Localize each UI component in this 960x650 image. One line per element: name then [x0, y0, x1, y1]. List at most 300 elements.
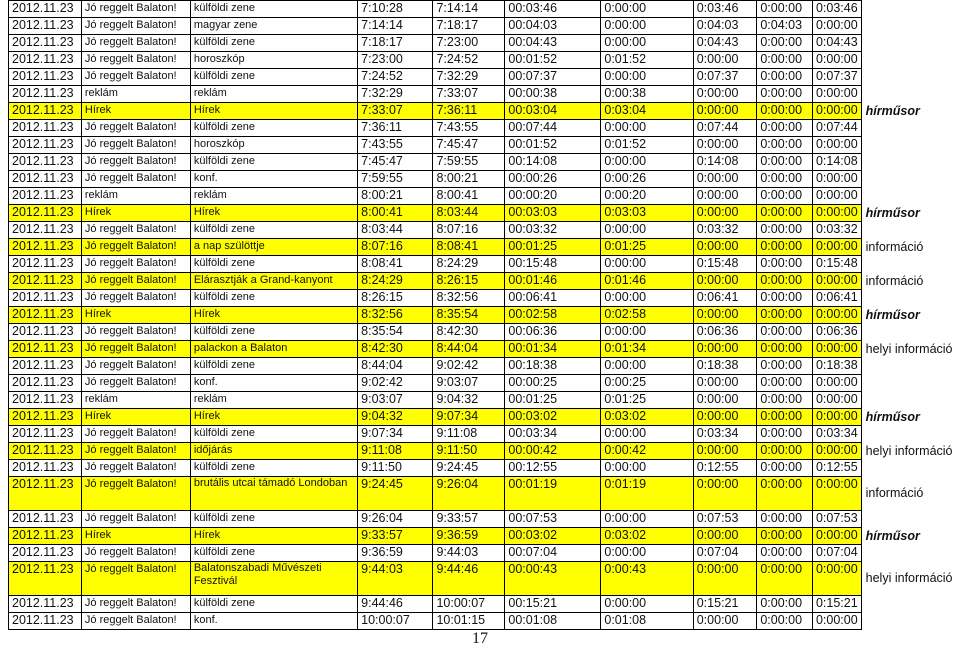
cell-genre: Balatonszabadi Művészeti Fesztivál — [190, 562, 357, 596]
cell-time-a: 0:00:00 — [601, 154, 693, 171]
cell-time-c: 0:00:00 — [757, 103, 813, 120]
table-row — [9, 324, 960, 341]
cell-time-a: 0:00:38 — [601, 86, 693, 103]
cell-time-d: 0:00:00 — [812, 18, 861, 35]
cell-time-c: 0:00:00 — [757, 1, 813, 18]
cell-start: 8:32:56 — [358, 307, 433, 324]
cell-time-b: 0:03:34 — [693, 426, 757, 443]
cell-duration: 00:03:46 — [505, 1, 601, 18]
cell-show: Jó reggelt Balaton! — [81, 443, 190, 460]
cell-end: 9:02:42 — [433, 358, 505, 375]
table-row — [9, 477, 960, 511]
cell-category-note — [861, 18, 959, 35]
cell-show: Jó reggelt Balaton! — [81, 35, 190, 52]
table-row — [9, 239, 960, 256]
table-row — [9, 35, 960, 52]
cell-start: 9:04:32 — [358, 409, 433, 426]
cell-date: 2012.11.23 — [9, 120, 82, 137]
cell-date: 2012.11.23 — [9, 392, 82, 409]
cell-date: 2012.11.23 — [9, 562, 82, 596]
cell-show: Jó reggelt Balaton! — [81, 358, 190, 375]
cell-time-d: 0:14:08 — [812, 154, 861, 171]
cell-end: 10:00:07 — [433, 596, 505, 613]
cell-genre: külföldi zene — [190, 154, 357, 171]
cell-duration: 00:07:04 — [505, 545, 601, 562]
cell-time-d: 0:00:00 — [812, 205, 861, 222]
cell-show: Jó reggelt Balaton! — [81, 154, 190, 171]
cell-date: 2012.11.23 — [9, 154, 82, 171]
cell-date: 2012.11.23 — [9, 358, 82, 375]
cell-date: 2012.11.23 — [9, 205, 82, 222]
cell-show: Jó reggelt Balaton! — [81, 239, 190, 256]
table-row — [9, 511, 960, 528]
cell-time-b: 0:00:00 — [693, 341, 757, 358]
cell-genre: időjárás — [190, 443, 357, 460]
cell-time-c: 0:00:00 — [757, 307, 813, 324]
cell-start: 10:00:07 — [358, 613, 433, 630]
cell-end: 7:32:29 — [433, 69, 505, 86]
cell-time-d: 0:07:44 — [812, 120, 861, 137]
cell-start: 7:45:47 — [358, 154, 433, 171]
cell-category-note — [861, 324, 959, 341]
table-row — [9, 290, 960, 307]
cell-show: Jó reggelt Balaton! — [81, 222, 190, 239]
cell-time-b: 0:12:55 — [693, 460, 757, 477]
table-row — [9, 18, 960, 35]
cell-time-c: 0:04:03 — [757, 18, 813, 35]
cell-category-note — [861, 69, 959, 86]
cell-show: reklám — [81, 392, 190, 409]
cell-duration: 00:07:53 — [505, 511, 601, 528]
cell-category-note: helyi információ — [865, 443, 953, 458]
cell-date: 2012.11.23 — [9, 443, 82, 460]
cell-time-a: 0:00:00 — [601, 545, 693, 562]
cell-time-b: 0:14:08 — [693, 154, 757, 171]
cell-duration: 00:03:02 — [505, 409, 601, 426]
cell-date: 2012.11.23 — [9, 409, 82, 426]
cell-show: reklám — [81, 86, 190, 103]
cell-time-c: 0:00:00 — [757, 596, 813, 613]
cell-time-a: 0:00:00 — [601, 120, 693, 137]
cell-date: 2012.11.23 — [9, 596, 82, 613]
cell-date: 2012.11.23 — [9, 290, 82, 307]
log-body — [9, 1, 960, 630]
cell-date: 2012.11.23 — [9, 375, 82, 392]
cell-duration: 00:14:08 — [505, 154, 601, 171]
cell-category-note — [861, 171, 959, 188]
cell-time-a: 0:01:25 — [601, 239, 693, 256]
cell-date: 2012.11.23 — [9, 137, 82, 154]
table-row — [9, 307, 960, 324]
table-row — [9, 1, 960, 18]
cell-time-d: 0:00:00 — [812, 528, 861, 545]
cell-duration: 00:00:42 — [505, 443, 601, 460]
cell-end: 8:07:16 — [433, 222, 505, 239]
cell-end: 8:00:41 — [433, 188, 505, 205]
cell-date: 2012.11.23 — [9, 52, 82, 69]
cell-date: 2012.11.23 — [9, 35, 82, 52]
cell-start: 7:10:28 — [358, 1, 433, 18]
cell-time-b: 0:15:48 — [693, 256, 757, 273]
cell-show: Jó reggelt Balaton! — [81, 137, 190, 154]
cell-genre: reklám — [190, 188, 357, 205]
table-row — [9, 205, 960, 222]
table-row — [9, 596, 960, 613]
cell-start: 9:36:59 — [358, 545, 433, 562]
cell-time-d: 0:00:00 — [812, 443, 861, 460]
cell-time-d: 0:00:00 — [812, 392, 861, 409]
cell-genre: konf. — [190, 613, 357, 630]
table-row — [9, 545, 960, 562]
table-row — [9, 188, 960, 205]
cell-end: 8:44:04 — [433, 341, 505, 358]
cell-time-c: 0:00:00 — [757, 222, 813, 239]
cell-category-note — [861, 290, 959, 307]
cell-duration: 00:06:41 — [505, 290, 601, 307]
cell-start: 7:43:55 — [358, 137, 433, 154]
cell-time-b: 0:07:04 — [693, 545, 757, 562]
cell-category-note — [861, 256, 959, 273]
cell-category-note — [861, 35, 959, 52]
cell-time-b: 0:00:00 — [693, 375, 757, 392]
cell-start: 8:24:29 — [358, 273, 433, 290]
cell-start: 8:35:54 — [358, 324, 433, 341]
page-number: 17 — [472, 630, 488, 647]
cell-time-d: 0:03:34 — [812, 426, 861, 443]
cell-duration: 00:01:46 — [505, 273, 601, 290]
cell-time-b: 0:00:00 — [693, 443, 757, 460]
cell-time-a: 0:00:00 — [601, 324, 693, 341]
cell-time-a: 0:00:43 — [601, 562, 693, 596]
cell-time-a: 0:03:03 — [601, 205, 693, 222]
cell-end: 9:44:46 — [433, 562, 505, 596]
cell-category-note — [861, 596, 959, 613]
table-row — [9, 222, 960, 239]
cell-show: Hírek — [81, 103, 190, 120]
cell-show: Jó reggelt Balaton! — [81, 375, 190, 392]
cell-end: 8:24:29 — [433, 256, 505, 273]
cell-time-c: 0:00:00 — [757, 460, 813, 477]
cell-time-b: 0:07:37 — [693, 69, 757, 86]
cell-time-c: 0:00:00 — [757, 375, 813, 392]
cell-time-b: 0:00:00 — [693, 477, 757, 511]
cell-category-note — [861, 545, 959, 562]
cell-end: 8:26:15 — [433, 273, 505, 290]
cell-time-c: 0:00:00 — [757, 545, 813, 562]
cell-show: Hírek — [81, 409, 190, 426]
cell-time-d: 0:00:00 — [812, 86, 861, 103]
cell-show: Hírek — [81, 205, 190, 222]
cell-show: Jó reggelt Balaton! — [81, 426, 190, 443]
cell-duration: 00:01:52 — [505, 52, 601, 69]
cell-end: 7:23:00 — [433, 35, 505, 52]
cell-time-d: 0:12:55 — [812, 460, 861, 477]
cell-show: Jó reggelt Balaton! — [81, 52, 190, 69]
cell-time-d: 0:03:32 — [812, 222, 861, 239]
cell-date: 2012.11.23 — [9, 1, 82, 18]
cell-start: 9:44:46 — [358, 596, 433, 613]
cell-time-d: 0:18:38 — [812, 358, 861, 375]
cell-genre: külföldi zene — [190, 1, 357, 18]
cell-time-c: 0:00:00 — [757, 273, 813, 290]
cell-genre: horoszkóp — [190, 52, 357, 69]
cell-time-d: 0:00:00 — [812, 477, 861, 511]
cell-end: 7:14:14 — [433, 1, 505, 18]
cell-time-c: 0:00:00 — [757, 120, 813, 137]
cell-time-a: 0:00:00 — [601, 1, 693, 18]
cell-time-b: 0:06:36 — [693, 324, 757, 341]
cell-end: 9:44:03 — [433, 545, 505, 562]
cell-start: 9:24:45 — [358, 477, 433, 511]
cell-duration: 00:06:36 — [505, 324, 601, 341]
cell-time-d: 0:00:00 — [812, 375, 861, 392]
cell-time-a: 0:00:00 — [601, 35, 693, 52]
cell-end: 8:35:54 — [433, 307, 505, 324]
cell-date: 2012.11.23 — [9, 222, 82, 239]
cell-time-d: 0:00:00 — [812, 52, 861, 69]
cell-time-a: 0:00:00 — [601, 460, 693, 477]
cell-end: 7:36:11 — [433, 103, 505, 120]
cell-end: 7:45:47 — [433, 137, 505, 154]
cell-time-c: 0:00:00 — [757, 35, 813, 52]
cell-time-a: 0:00:00 — [601, 290, 693, 307]
table-row — [9, 69, 960, 86]
cell-category-note — [861, 426, 959, 443]
cell-category-note — [861, 188, 959, 205]
table-row — [9, 528, 960, 545]
cell-duration: 00:07:37 — [505, 69, 601, 86]
cell-start: 9:11:08 — [358, 443, 433, 460]
cell-date: 2012.11.23 — [9, 86, 82, 103]
cell-end: 7:43:55 — [433, 120, 505, 137]
cell-time-b: 0:07:44 — [693, 120, 757, 137]
cell-duration: 00:01:19 — [505, 477, 601, 511]
cell-duration: 00:01:25 — [505, 239, 601, 256]
cell-time-c: 0:00:00 — [757, 528, 813, 545]
cell-duration: 00:03:02 — [505, 528, 601, 545]
cell-time-b: 0:00:00 — [693, 562, 757, 596]
cell-time-a: 0:00:25 — [601, 375, 693, 392]
cell-end: 9:11:08 — [433, 426, 505, 443]
cell-category-note: hírműsor — [865, 409, 920, 424]
cell-category-note — [861, 86, 959, 103]
cell-time-d: 0:07:37 — [812, 69, 861, 86]
cell-category-note: információ — [865, 273, 924, 288]
table-row — [9, 171, 960, 188]
cell-end: 9:26:04 — [433, 477, 505, 511]
cell-category-note: helyi információ — [865, 570, 953, 585]
cell-time-b: 0:00:00 — [693, 409, 757, 426]
cell-date: 2012.11.23 — [9, 613, 82, 630]
cell-date: 2012.11.23 — [9, 324, 82, 341]
cell-start: 8:44:04 — [358, 358, 433, 375]
cell-genre: brutális utcai támadó Londoban — [190, 477, 357, 511]
cell-start: 8:03:44 — [358, 222, 433, 239]
cell-genre: külföldi zene — [190, 256, 357, 273]
cell-duration: 00:01:52 — [505, 137, 601, 154]
cell-end: 9:24:45 — [433, 460, 505, 477]
cell-end: 8:00:21 — [433, 171, 505, 188]
cell-time-a: 0:00:00 — [601, 511, 693, 528]
cell-time-c: 0:00:00 — [757, 86, 813, 103]
cell-end: 8:42:30 — [433, 324, 505, 341]
cell-time-b: 0:00:00 — [693, 86, 757, 103]
table-row — [9, 273, 960, 290]
cell-time-a: 0:00:20 — [601, 188, 693, 205]
cell-date: 2012.11.23 — [9, 256, 82, 273]
cell-genre: palackon a Balaton — [190, 341, 357, 358]
cell-time-a: 0:03:04 — [601, 103, 693, 120]
cell-end: 9:04:32 — [433, 392, 505, 409]
cell-time-d: 0:07:04 — [812, 545, 861, 562]
cell-genre: Elárasztják a Grand-kanyont — [190, 273, 357, 290]
cell-category-note — [861, 222, 959, 239]
broadcast-log-table — [8, 0, 960, 630]
cell-time-d: 0:15:48 — [812, 256, 861, 273]
cell-show: Jó reggelt Balaton! — [81, 1, 190, 18]
cell-time-b: 0:00:00 — [693, 52, 757, 69]
cell-genre: magyar zene — [190, 18, 357, 35]
cell-date: 2012.11.23 — [9, 426, 82, 443]
cell-duration: 00:02:58 — [505, 307, 601, 324]
cell-time-c: 0:00:00 — [757, 256, 813, 273]
cell-show: Jó reggelt Balaton! — [81, 69, 190, 86]
cell-start: 9:33:57 — [358, 528, 433, 545]
cell-category-note: hírműsor — [865, 205, 920, 220]
cell-duration: 00:04:43 — [505, 35, 601, 52]
cell-show: Jó reggelt Balaton! — [81, 256, 190, 273]
cell-end: 7:59:55 — [433, 154, 505, 171]
cell-duration: 00:15:21 — [505, 596, 601, 613]
cell-time-a: 0:00:00 — [601, 222, 693, 239]
cell-time-b: 0:00:00 — [693, 307, 757, 324]
cell-end: 9:36:59 — [433, 528, 505, 545]
table-row — [9, 86, 960, 103]
cell-category-note: hírműsor — [865, 103, 920, 118]
table-row — [9, 562, 960, 596]
cell-duration: 00:15:48 — [505, 256, 601, 273]
cell-category-note — [861, 511, 959, 528]
table-row — [9, 375, 960, 392]
table-row — [9, 426, 960, 443]
cell-show: Jó reggelt Balaton! — [81, 511, 190, 528]
cell-duration: 00:00:26 — [505, 171, 601, 188]
cell-duration: 00:01:25 — [505, 392, 601, 409]
cell-start: 8:00:21 — [358, 188, 433, 205]
cell-genre: Hírek — [190, 103, 357, 120]
cell-duration: 00:00:38 — [505, 86, 601, 103]
cell-date: 2012.11.23 — [9, 545, 82, 562]
cell-duration: 00:12:55 — [505, 460, 601, 477]
cell-date: 2012.11.23 — [9, 171, 82, 188]
cell-genre: reklám — [190, 392, 357, 409]
cell-time-a: 0:01:52 — [601, 137, 693, 154]
cell-start: 7:14:14 — [358, 18, 433, 35]
cell-start: 8:07:16 — [358, 239, 433, 256]
cell-time-c: 0:00:00 — [757, 409, 813, 426]
cell-show: Jó reggelt Balaton! — [81, 273, 190, 290]
table-row — [9, 460, 960, 477]
cell-category-note — [861, 52, 959, 69]
cell-time-b: 0:04:03 — [693, 18, 757, 35]
cell-category-note — [861, 120, 959, 137]
cell-time-c: 0:00:00 — [757, 511, 813, 528]
cell-time-b: 0:15:21 — [693, 596, 757, 613]
cell-time-b: 0:03:46 — [693, 1, 757, 18]
cell-genre: külföldi zene — [190, 222, 357, 239]
cell-show: Jó reggelt Balaton! — [81, 18, 190, 35]
cell-time-a: 0:00:00 — [601, 18, 693, 35]
cell-time-a: 0:00:26 — [601, 171, 693, 188]
cell-time-b: 0:00:00 — [693, 239, 757, 256]
cell-start: 7:32:29 — [358, 86, 433, 103]
cell-start: 8:42:30 — [358, 341, 433, 358]
cell-genre: konf. — [190, 375, 357, 392]
cell-duration: 00:00:25 — [505, 375, 601, 392]
cell-genre: horoszkóp — [190, 137, 357, 154]
cell-time-a: 0:00:00 — [601, 426, 693, 443]
cell-genre: Hírek — [190, 205, 357, 222]
cell-time-a: 0:00:00 — [601, 358, 693, 375]
cell-date: 2012.11.23 — [9, 188, 82, 205]
cell-show: Hírek — [81, 528, 190, 545]
cell-show: reklám — [81, 188, 190, 205]
cell-time-b: 0:00:00 — [693, 103, 757, 120]
cell-show: Jó reggelt Balaton! — [81, 562, 190, 596]
cell-time-b: 0:00:00 — [693, 171, 757, 188]
cell-genre: Hírek — [190, 409, 357, 426]
cell-time-c: 0:00:00 — [757, 358, 813, 375]
cell-time-b: 0:00:00 — [693, 613, 757, 630]
cell-time-d: 0:00:00 — [812, 341, 861, 358]
cell-end: 8:32:56 — [433, 290, 505, 307]
table-row — [9, 103, 960, 120]
cell-end: 7:24:52 — [433, 52, 505, 69]
cell-time-c: 0:00:00 — [757, 188, 813, 205]
cell-end: 9:33:57 — [433, 511, 505, 528]
cell-duration: 00:07:44 — [505, 120, 601, 137]
cell-start: 9:26:04 — [358, 511, 433, 528]
cell-show: Jó reggelt Balaton! — [81, 477, 190, 511]
cell-time-d: 0:00:00 — [812, 188, 861, 205]
cell-date: 2012.11.23 — [9, 341, 82, 358]
cell-time-b: 0:00:00 — [693, 188, 757, 205]
cell-duration: 00:18:38 — [505, 358, 601, 375]
cell-duration: 00:03:03 — [505, 205, 601, 222]
cell-date: 2012.11.23 — [9, 69, 82, 86]
cell-show: Jó reggelt Balaton! — [81, 120, 190, 137]
cell-time-d: 0:00:00 — [812, 562, 861, 596]
cell-time-c: 0:00:00 — [757, 477, 813, 511]
cell-duration: 00:01:08 — [505, 613, 601, 630]
cell-time-a: 0:01:34 — [601, 341, 693, 358]
cell-show: Jó reggelt Balaton! — [81, 460, 190, 477]
table-row — [9, 392, 960, 409]
cell-time-b: 0:00:00 — [693, 205, 757, 222]
cell-start: 9:02:42 — [358, 375, 433, 392]
cell-end: 8:08:41 — [433, 239, 505, 256]
cell-time-d: 0:03:46 — [812, 1, 861, 18]
cell-end: 10:01:15 — [433, 613, 505, 630]
cell-category-note — [861, 375, 959, 392]
cell-time-c: 0:00:00 — [757, 290, 813, 307]
cell-genre: külföldi zene — [190, 511, 357, 528]
cell-time-b: 0:03:32 — [693, 222, 757, 239]
cell-date: 2012.11.23 — [9, 239, 82, 256]
cell-end: 9:11:50 — [433, 443, 505, 460]
cell-show: Jó reggelt Balaton! — [81, 290, 190, 307]
cell-duration: 00:01:34 — [505, 341, 601, 358]
